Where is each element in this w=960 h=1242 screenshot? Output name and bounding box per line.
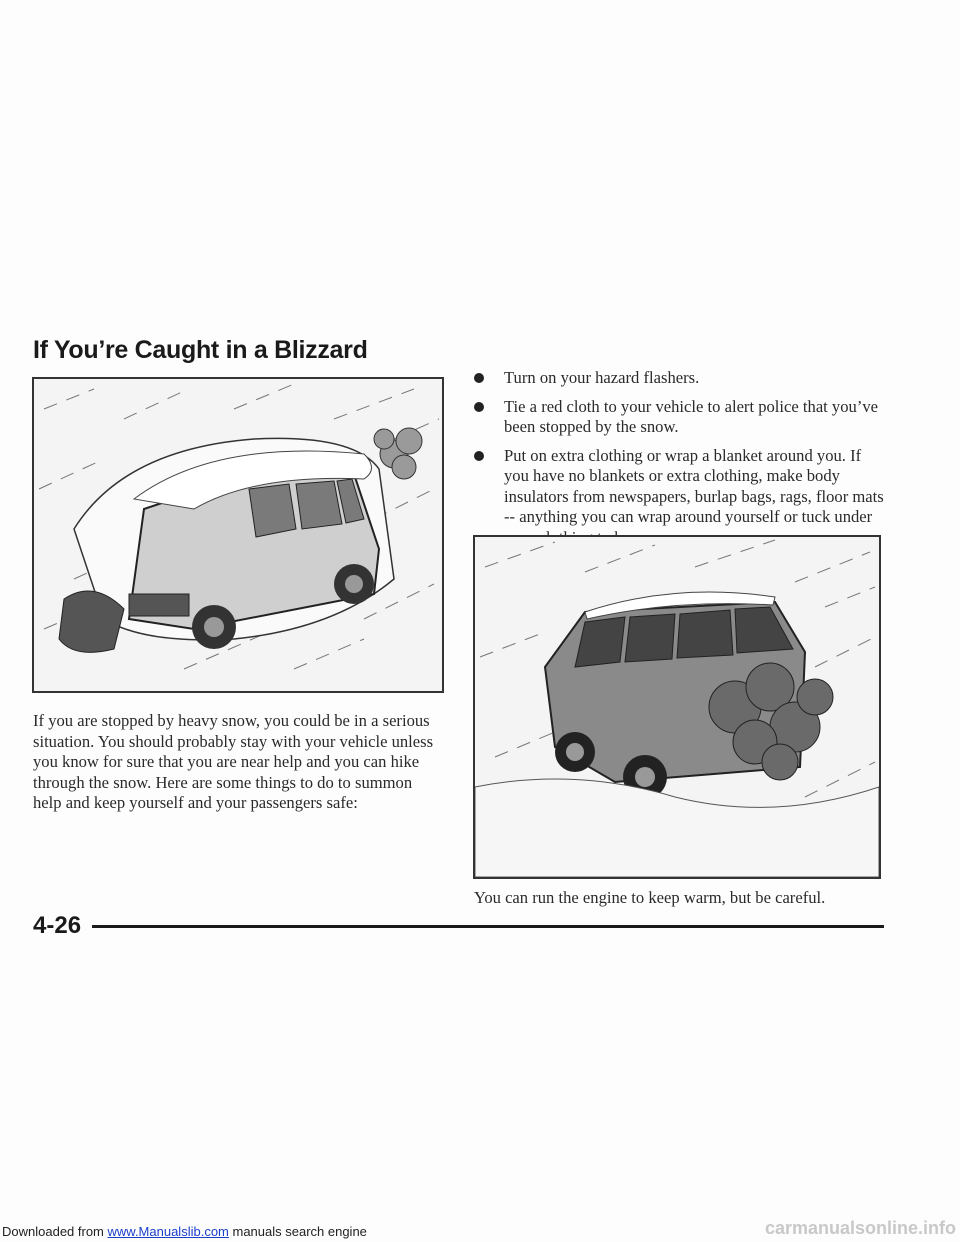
watermark-text: carmanualsonline.info	[764, 1218, 956, 1238]
bullet-text: Tie a red cloth to your vehicle to alert police that you’ve been stopped by the snow.	[504, 396, 879, 436]
download-prefix: Downloaded from	[2, 1224, 108, 1239]
download-suffix: manuals search engine	[228, 1224, 367, 1239]
van-in-snow-illustration	[32, 377, 444, 693]
bullet-text: Put on extra clothing or wrap a blanket around you. If you have no blankets or extra clothing, make body insulators from newspapers, burlap bags, rags, floor mats -- anything you can wrap around yourself or tuck under	[504, 445, 884, 526]
bullet-dot-icon	[474, 373, 484, 383]
page-footer-rule	[92, 925, 884, 928]
bullet-text: Turn on your hazard flashers.	[504, 368, 700, 387]
bullet-dot-icon	[474, 402, 484, 412]
bullet-dot-icon	[474, 451, 484, 461]
manualslib-link[interactable]: www.Manualslib.com	[107, 1224, 229, 1239]
figure-caption: You can run the engine to keep warm, but be careful.	[474, 888, 826, 907]
van-exhaust-illustration	[473, 535, 881, 879]
bullet-item	[470, 368, 890, 389]
intro-paragraph: If you are stopped by heavy snow, you could be in a serious situation. You should probably stay with your vehicle unless you know for sure that you are near help and you can hike through the snow. Here are some things to do to summon help and keep yourself and your passengers safe:	[33, 711, 434, 812]
download-source-line	[2, 1224, 367, 1239]
section-title: If You’re Caught in a Blizzard	[33, 336, 368, 364]
safety-bullet-list	[470, 368, 890, 556]
page-number: 4-26	[33, 912, 82, 939]
bullet-item	[470, 397, 890, 438]
bullet-item	[470, 446, 890, 549]
